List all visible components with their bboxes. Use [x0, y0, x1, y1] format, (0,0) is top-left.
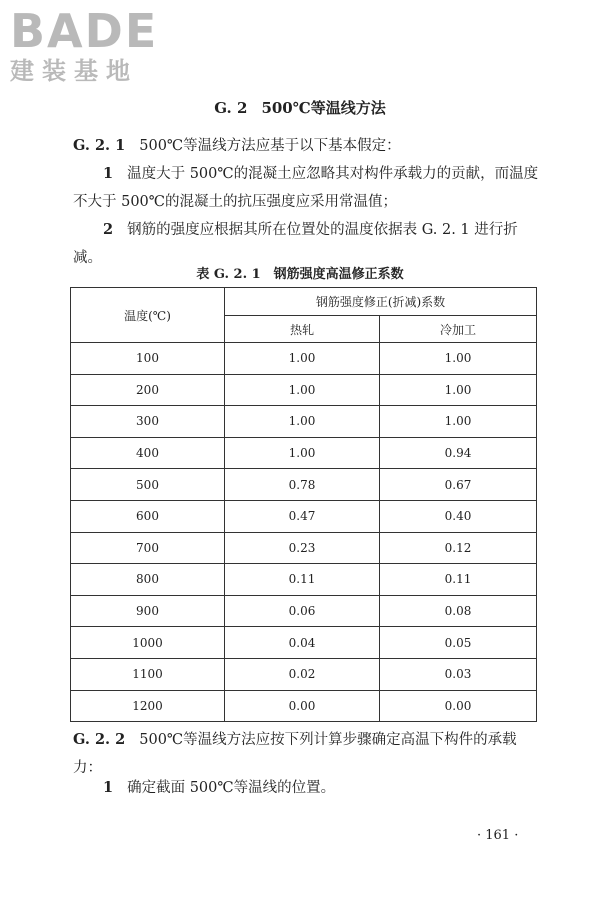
table-row	[71, 406, 537, 438]
page-number: · 161 ·	[477, 828, 519, 843]
cell-cold: 1.00	[380, 343, 537, 375]
cell-temp: 700	[71, 532, 225, 564]
cell-cold: 0.00	[380, 690, 537, 722]
table-row	[71, 564, 537, 596]
cell-temp: 200	[71, 374, 225, 406]
cell-temp: 900	[71, 595, 225, 627]
cell-temp: 100	[71, 343, 225, 375]
clause-number: G. 2. 1	[73, 137, 126, 154]
cell-hot: 1.00	[225, 343, 380, 375]
table-row	[71, 343, 537, 375]
cell-cold: 1.00	[380, 406, 537, 438]
cell-hot: 0.23	[225, 532, 380, 564]
cell-cold: 0.05	[380, 627, 537, 659]
cell-temp: 500	[71, 469, 225, 501]
cell-temp: 1200	[71, 690, 225, 722]
table-row	[71, 627, 537, 659]
table-row	[71, 532, 537, 564]
header-temperature: 温度(℃)	[71, 288, 225, 343]
cell-hot: 1.00	[225, 437, 380, 469]
item-number: 1	[103, 779, 114, 796]
header-correction-factor: 钢筋强度修正(折减)系数	[225, 288, 537, 316]
cell-hot: 0.04	[225, 627, 380, 659]
clause-item-1	[73, 774, 543, 802]
table-row	[71, 437, 537, 469]
logo-title: BADE	[10, 4, 159, 58]
item-text: 确定截面 500℃等温线的位置。	[127, 780, 336, 796]
header-cold-worked: 冷加工	[380, 316, 537, 343]
cell-temp: 1000	[71, 627, 225, 659]
brand-logo	[10, 6, 158, 86]
section-heading	[0, 97, 600, 118]
table-row	[71, 595, 537, 627]
cell-temp: 300	[71, 406, 225, 438]
item-number: 1	[103, 165, 114, 182]
cell-cold: 0.94	[380, 437, 537, 469]
cell-cold: 0.11	[380, 564, 537, 596]
table-row	[71, 469, 537, 501]
steel-strength-table	[70, 287, 537, 722]
cell-cold: 0.67	[380, 469, 537, 501]
header-hot-rolled: 热轧	[225, 316, 380, 343]
cell-temp: 1100	[71, 658, 225, 690]
cell-temp: 400	[71, 437, 225, 469]
table-row	[71, 690, 537, 722]
logo-subtitle: 建装基地	[10, 57, 138, 85]
cell-hot: 0.78	[225, 469, 380, 501]
cell-cold: 0.40	[380, 500, 537, 532]
cell-hot: 0.47	[225, 500, 380, 532]
table-caption: 表 G. 2. 1 钢筋强度高温修正系数	[196, 267, 404, 282]
section-title: 500℃等温线方法	[261, 99, 386, 117]
cell-hot: 0.02	[225, 658, 380, 690]
table-row	[71, 658, 537, 690]
item-text: 钢筋的强度应根据其所在位置处的温度依据表 G. 2. 1 进行折减。	[73, 222, 518, 266]
cell-hot: 0.06	[225, 595, 380, 627]
clause-text: 500℃等温线方法应按下列计算步骤确定高温下构件的承载力：	[73, 732, 517, 776]
cell-temp: 800	[71, 564, 225, 596]
cell-hot: 1.00	[225, 374, 380, 406]
cell-temp: 600	[71, 500, 225, 532]
clause-number: G. 2. 2	[73, 731, 126, 748]
item-text: 温度大于 500℃的混凝土应忽略其对构件承载力的贡献，而温度不大于 500℃的混凝土的抗压强度应采用常温值；	[73, 166, 539, 210]
cell-hot: 0.00	[225, 690, 380, 722]
cell-cold: 0.08	[380, 595, 537, 627]
cell-cold: 0.03	[380, 658, 537, 690]
table-row	[71, 500, 537, 532]
cell-hot: 1.00	[225, 406, 380, 438]
cell-cold: 1.00	[380, 374, 537, 406]
clause-item-1	[73, 160, 543, 216]
clause-text: 500℃等温线方法应基于以下基本假定：	[139, 138, 401, 154]
section-number: G. 2	[214, 99, 248, 117]
cell-cold: 0.12	[380, 532, 537, 564]
clause-g-2-1	[73, 132, 543, 160]
item-number: 2	[103, 221, 114, 238]
cell-hot: 0.11	[225, 564, 380, 596]
table-row	[71, 374, 537, 406]
